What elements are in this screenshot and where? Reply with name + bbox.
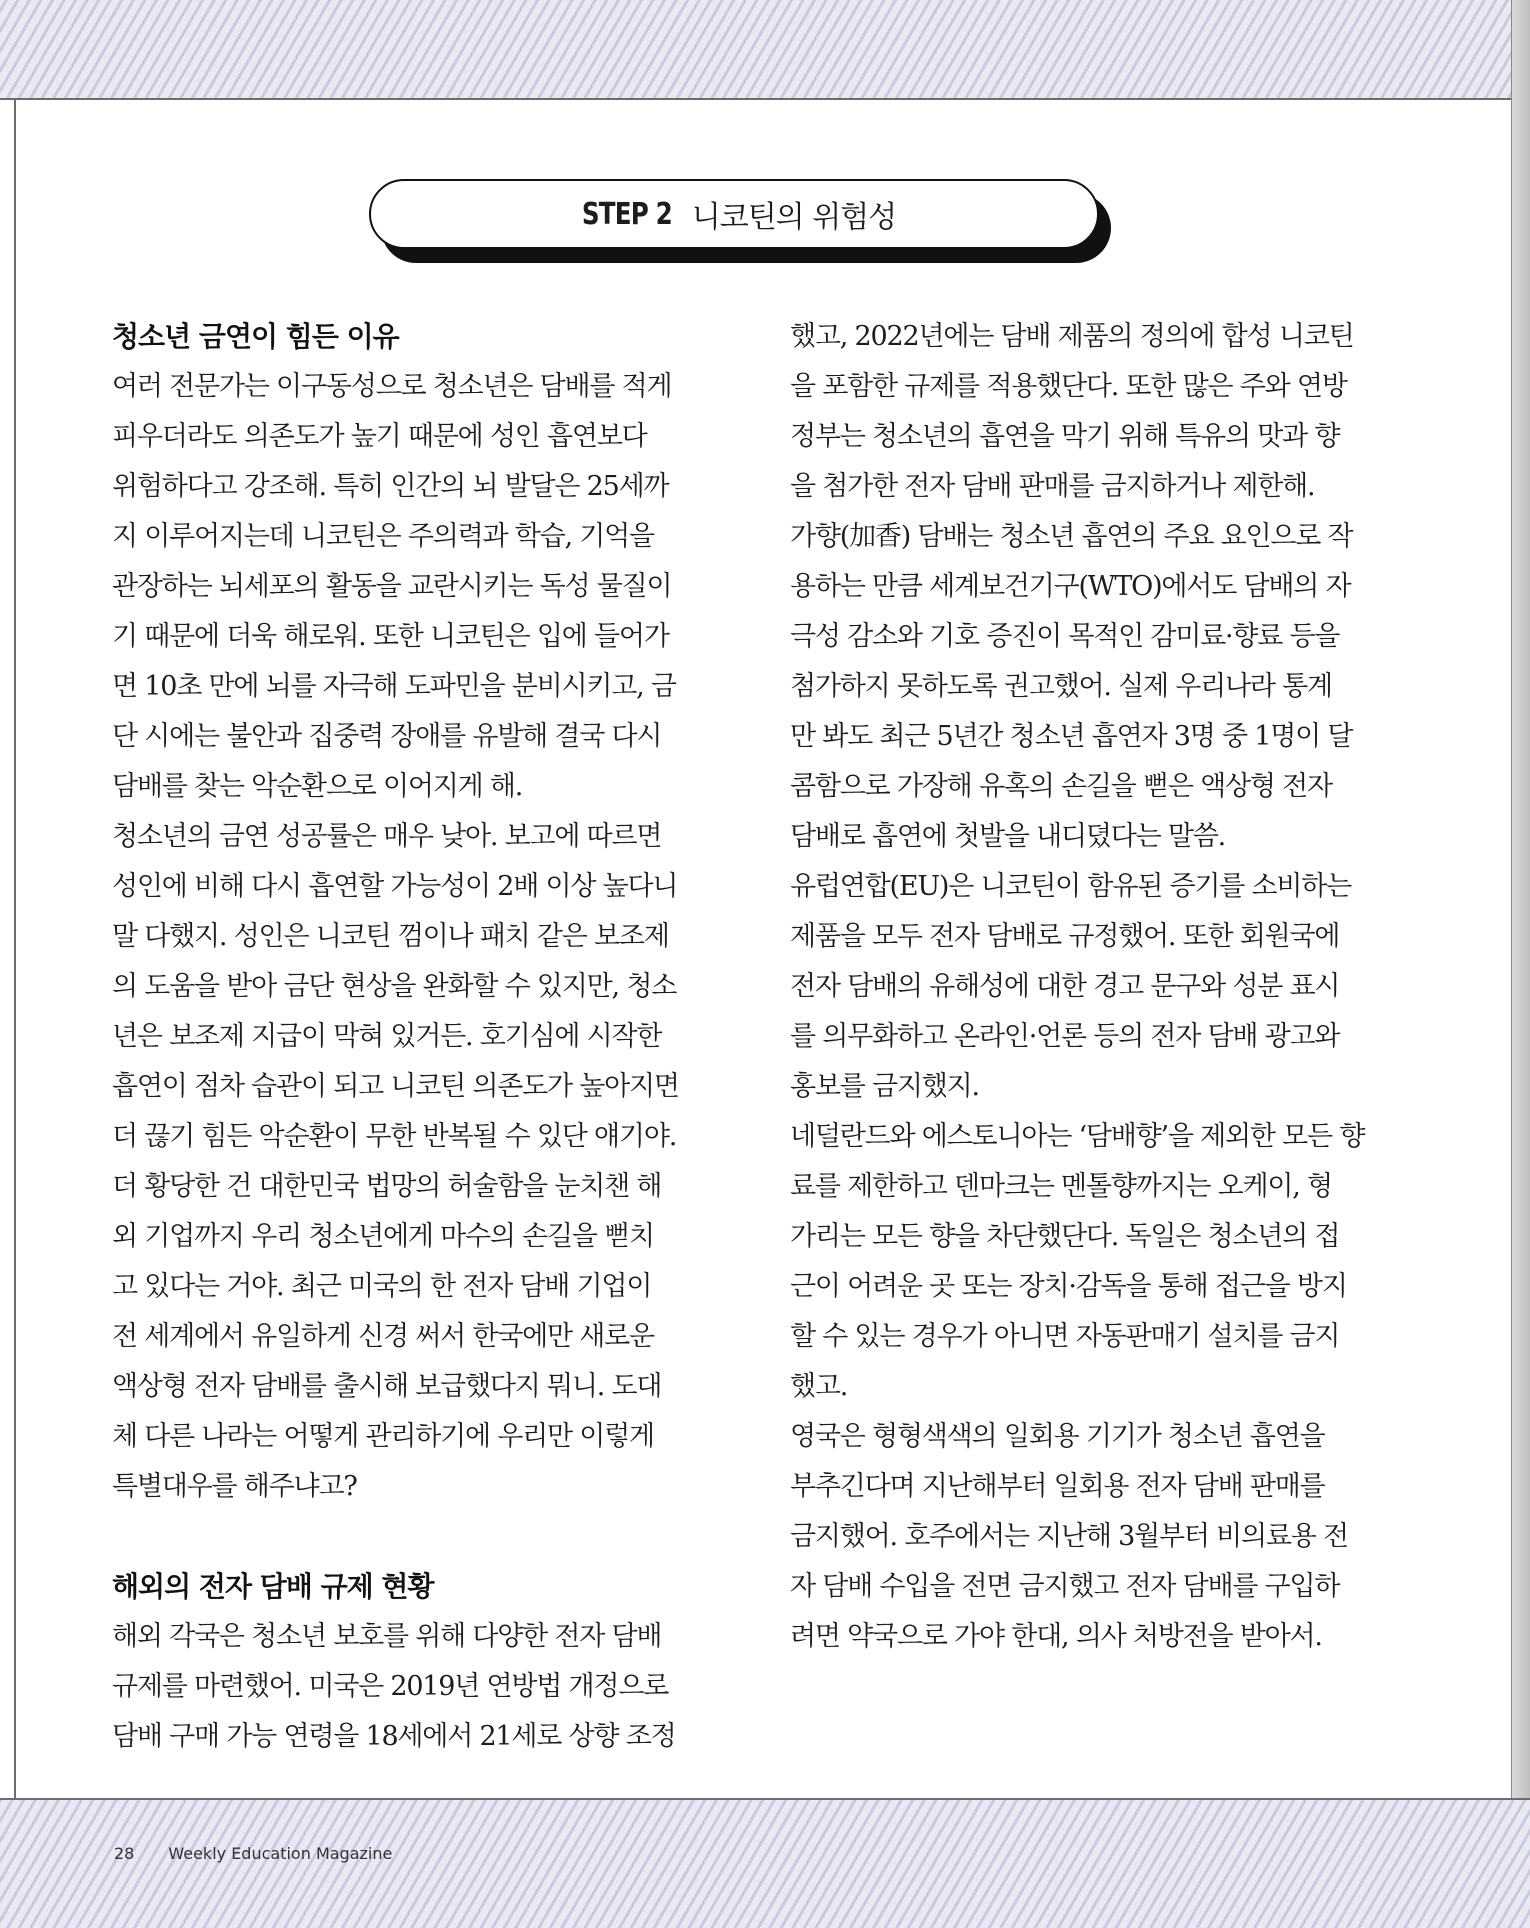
page-number: 28	[114, 1844, 135, 1863]
text-line: 담배를 찾는 악순환으로 이어지게 해.	[112, 771, 523, 802]
text-line: 네덜란드와 에스토니아는 ‘담배향’을 제외한 모든 향	[790, 1121, 1365, 1152]
text-line: 근이 어려운 곳 또는 장치·감독을 통해 접근을 방지	[790, 1271, 1347, 1302]
text-line: 금지했어. 호주에서는 지난해 3월부터 비의료용 전	[790, 1521, 1348, 1552]
text-line: 전 세계에서 유일하게 신경 써서 한국에만 새로운	[112, 1321, 654, 1352]
text-line: 영국은 형형색색의 일회용 기기가 청소년 흡연을	[790, 1421, 1325, 1452]
step-banner	[369, 179, 1099, 249]
text-line: 홍보를 금지했지.	[790, 1071, 979, 1102]
left-column	[112, 312, 702, 1762]
magazine-name: Weekly Education Magazine	[168, 1844, 393, 1863]
text-line: 위험하다고 강조해. 특히 인간의 뇌 발달은 25세까	[112, 471, 669, 502]
text-line: 규제를 마련했어. 미국은 2019년 연방법 개정으로	[112, 1671, 669, 1702]
text-line: 유럽연합(EU)은 니코틴이 함유된 증기를 소비하는	[790, 871, 1352, 902]
page-right-edge	[1511, 0, 1530, 1926]
text-line: 정부는 청소년의 흡연을 막기 위해 특유의 맛과 향	[790, 421, 1340, 452]
page-left-edge	[14, 98, 16, 1798]
text-line: 단 시에는 불안과 집중력 장애를 유발해 결국 다시	[112, 721, 662, 752]
right-column	[790, 312, 1380, 1662]
text-line: 기 때문에 더욱 해로워. 또한 니코틴은 입에 들어가	[112, 621, 669, 652]
text-line: 면 10초 만에 뇌를 자극해 도파민을 분비시키고, 금	[112, 671, 676, 702]
bottom-pattern-band	[0, 1798, 1530, 1928]
text-line: 했고.	[790, 1371, 848, 1402]
text-line: 청소년의 금연 성공률은 매우 낮아. 보고에 따르면	[112, 821, 662, 852]
text-line: 고 있다는 거야. 최근 미국의 한 전자 담배 기업이	[112, 1271, 652, 1302]
text-line: 가리는 모든 향을 차단했단다. 독일은 청소년의 접	[790, 1221, 1340, 1252]
text-line: 만 봐도 최근 5년간 청소년 흡연자 3명 중 1명이 달	[790, 721, 1353, 752]
step-title: 니코틴의 위험성	[691, 200, 897, 235]
left-paragraphs-2	[112, 1612, 702, 1762]
text-line: 용하는 만큼 세계보건기구(WTO)에서도 담배의 자	[790, 571, 1351, 602]
text-line: 지 이루어지는데 니코틴은 주의력과 학습, 기억을	[112, 521, 654, 552]
text-line: 담배 구매 가능 연령을 18세에서 21세로 상향 조정	[112, 1721, 676, 1752]
text-line: 했고, 2022년에는 담배 제품의 정의에 합성 니코틴	[790, 321, 1354, 352]
text-line: 액상형 전자 담배를 출시해 보급했다지 뭐니. 도대	[112, 1371, 662, 1402]
text-line: 여러 전문가는 이구동성으로 청소년은 담배를 적게	[112, 371, 672, 402]
text-line: 체 다른 나라는 어떻게 관리하기에 우리만 이렇게	[112, 1421, 654, 1452]
right-paragraphs	[790, 312, 1380, 1662]
text-line: 극성 감소와 기호 증진이 목적인 감미료·향료 등을	[790, 621, 1340, 652]
text-line: 더 끊기 힘든 악순환이 무한 반복될 수 있단 얘기야.	[112, 1121, 677, 1152]
text-line: 더 황당한 건 대한민국 법망의 허술함을 눈치챈 해	[112, 1171, 662, 1202]
text-line: 성인에 비해 다시 흡연할 가능성이 2배 이상 높다니	[112, 871, 678, 902]
section-heading-overseas-regulation: 해외의 전자 담배 규제 현황	[112, 1570, 434, 1603]
text-line: 해외 각국은 청소년 보호를 위해 다양한 전자 담배	[112, 1621, 662, 1652]
text-line: 을 포함한 규제를 적용했단다. 또한 많은 주와 연방	[790, 371, 1347, 402]
text-line: 부추긴다며 지난해부터 일회용 전자 담배 판매를	[790, 1471, 1325, 1502]
page-footer	[114, 1844, 392, 1863]
text-line: 제품을 모두 전자 담배로 규정했어. 또한 회원국에	[790, 921, 1340, 952]
text-line: 려면 약국으로 가야 한대, 의사 처방전을 받아서.	[790, 1621, 1322, 1652]
section-gap	[112, 1512, 702, 1562]
text-line: 외 기업까지 우리 청소년에게 마수의 손길을 뻗치	[112, 1221, 654, 1252]
text-line: 자 담배 수입을 전면 금지했고 전자 담배를 구입하	[790, 1571, 1340, 1602]
left-paragraphs-1	[112, 362, 702, 1512]
text-line: 콤함으로 가장해 유혹의 손길을 뻗은 액상형 전자	[790, 771, 1332, 802]
text-line: 가향(加香) 담배는 청소년 흡연의 주요 요인으로 작	[790, 521, 1353, 552]
text-line: 할 수 있는 경우가 아니면 자동판매기 설치를 금지	[790, 1321, 1340, 1352]
text-line: 관장하는 뇌세포의 활동을 교란시키는 독성 물질이	[112, 571, 672, 602]
text-line: 피우더라도 의존도가 높기 때문에 성인 흡연보다	[112, 421, 647, 452]
text-line: 말 다했지. 성인은 니코틴 껌이나 패치 같은 보조제	[112, 921, 669, 952]
section-heading-quit-difficulty: 청소년 금연이 힘든 이유	[112, 320, 399, 353]
text-line: 흡연이 점차 습관이 되고 니코틴 의존도가 높아지면	[112, 1071, 679, 1102]
text-line: 담배로 흡연에 첫발을 내디뎠다는 말씀.	[790, 821, 1226, 852]
text-line: 년은 보조제 지급이 막혀 있거든. 호기심에 시작한	[112, 1021, 662, 1052]
text-line: 를 의무화하고 온라인·언론 등의 전자 담배 광고와	[790, 1021, 1340, 1052]
text-line: 전자 담배의 유해성에 대한 경고 문구와 성분 표시	[790, 971, 1340, 1002]
text-line: 을 첨가한 전자 담배 판매를 금지하거나 제한해.	[790, 471, 1315, 502]
text-line: 의 도움을 받아 금단 현상을 완화할 수 있지만, 청소	[112, 971, 677, 1002]
text-line: 료를 제한하고 덴마크는 멘톨향까지는 오케이, 형	[790, 1171, 1332, 1202]
text-line: 특별대우를 해주냐고?	[112, 1471, 357, 1502]
text-line: 첨가하지 못하도록 권고했어. 실제 우리나라 통계	[790, 671, 1332, 702]
step-label: STEP 2	[581, 196, 672, 232]
top-pattern-band	[0, 0, 1530, 100]
